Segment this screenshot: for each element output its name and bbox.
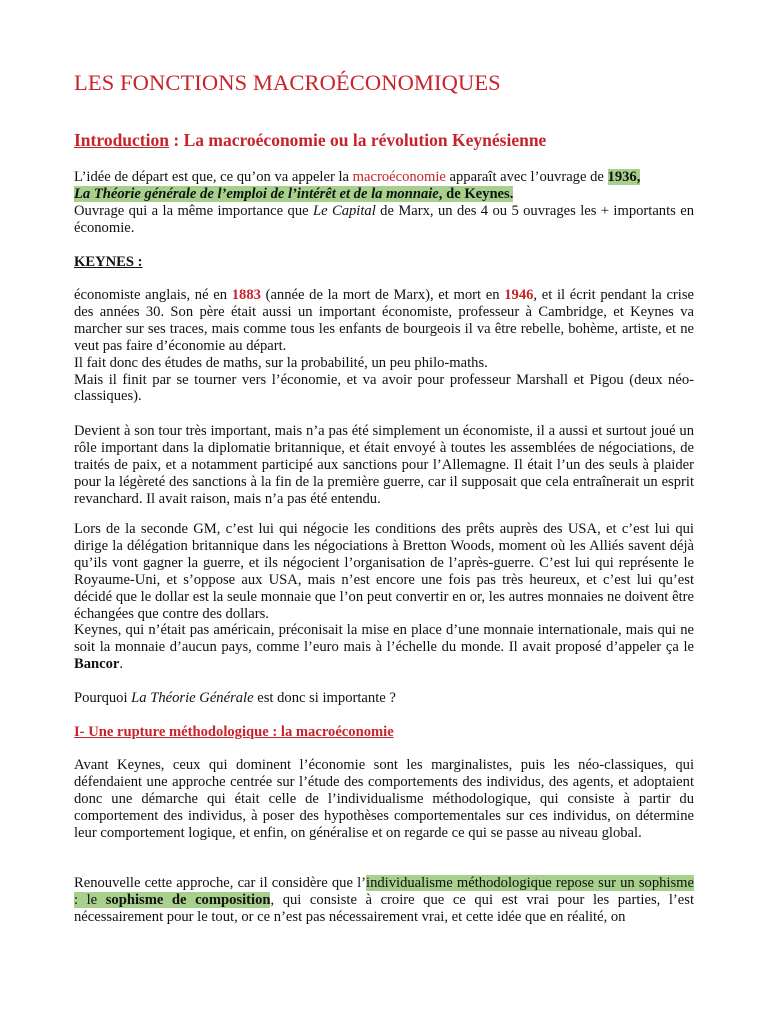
- introduction-text: La macroéconomie ou la révolution Keynésienne: [183, 130, 547, 150]
- text-run: Renouvelle cette approche, car il considère que l’: [74, 875, 367, 891]
- birth-year: 1883: [231, 287, 261, 303]
- keynes-heading: KEYNES :: [74, 254, 143, 270]
- text-run: , qui consiste à croire que ce qui est vrai pour les parties, l’est nécessairement pour le tout, or ce n’est pas nécessairement vrai, et cette idée que en réalité, on: [74, 891, 694, 925]
- text-run: Lors de la seconde GM, c’est lui qui négocie les conditions des prêts auprès des USA, et c’est lui qui dirige la délégation britannique dans les négociations à Bretton Woods, moment où les Alliés savent déjà qu’ils vont gagner la guerre, et ils négocient l’organisation de l’après-guerre. C’est lui qui représente le Royaume-Uni, et s’oppose aux USA, mais n’est encore une fois pas très heureux, et c’est lui qu’est décidé que le dollar est la seule monnaie que l’on peut convertir en or, les autres monnaies ne doivent être échangées que contre des dollars.: [74, 521, 694, 622]
- year-1936: 1936,: [607, 169, 641, 185]
- paragraph-methodology: Avant Keynes, ceux qui dominent l’économie sont les marginalistes, puis les néo-classiques, qui défendaient une approche centrée sur l’étude des comportements des individus, des agents, et adoptaient donc une démarche qui était celle de l’individualisme méthodologique, qui consiste à partir du comportement des individus, à poser des hypothèses comportementales sur ces individus, on détermine leur comportement logique, et enfin, on généralise et on regarde ce qui se passe au niveau global.: [74, 757, 694, 841]
- section-heading-1: I- Une rupture méthodologique : la macroéconomie: [74, 724, 394, 740]
- paragraph-composition: [74, 875, 694, 926]
- introduction-heading: [74, 130, 546, 151]
- book-author: , de Keynes.: [438, 185, 514, 202]
- paragraph-intro: [74, 169, 694, 237]
- document-title: LES FONCTIONS MACROÉCONOMIQUES: [74, 70, 501, 95]
- term-macroeconomie: macroéconomie: [352, 169, 446, 185]
- sophisme-de-composition: sophisme de composition: [105, 891, 271, 908]
- text-run: L’idée de départ est que, ce qu’on va appeler la: [74, 169, 353, 185]
- text-run: Mais il finit par se tourner vers l’économie, et va avoir pour professeur Marshall et Pigou (deux néo-classiques).: [74, 371, 694, 405]
- text-run: .: [119, 656, 124, 673]
- death-year: 1946: [504, 287, 534, 303]
- text-run: Keynes, qui n’était pas américain, préconisait la mise en place d’une monnaie internationale, mais qui ne soit la monnaie d’aucun pays, comme l’euro mais à l’échelle du monde. Il avait proposé d’appeler ça le: [74, 622, 694, 656]
- paragraph-keynes-bio: [74, 287, 694, 405]
- text-run: , et il écrit pendant la crise des années 30. Son père était aussi un important économiste, professeur à Cambridge, et Keynes va marcher sur ses traces, mais comme tous les enfants de bourgeois il va être rebelle, bohème, artiste, et ne veut pas faire d’économie au départ.: [74, 287, 694, 354]
- text-run: est donc si importante ?: [253, 690, 396, 706]
- text-run: Pourquoi: [74, 690, 132, 706]
- paragraph-diplomacy: Devient à son tour très important, mais n’a pas été simplement un économiste, il a aussi et surtout joué un rôle important dans la diplomatie britannique, et était envoyé à toutes les assemblées de négociations, de traités de paix, et a notamment participé aux sanctions pour l’Allemagne. Il était l’un des seuls à plaider pour la légèreté des sanctions à la fin de la première guerre, car il supposait que cela entraînerait un esprit revanchard. Il avait raison, mais n’a pas été entendu.: [74, 423, 694, 507]
- text-run: apparaît avec l’ouvrage de: [445, 169, 608, 185]
- paragraph-bretton-woods: [74, 521, 694, 673]
- introduction-label: Introduction: [74, 130, 169, 150]
- bancor: Bancor: [74, 656, 120, 673]
- introduction-separator: :: [168, 130, 184, 150]
- theorie-generale-title: La Théorie Générale: [131, 690, 254, 706]
- paragraph-question: [74, 690, 694, 707]
- text-run: de Marx, un des 4 ou 5 ouvrages les + importants en économie.: [74, 202, 694, 236]
- text-run: (année de la mort de Marx), et mort en: [260, 287, 505, 303]
- capital-title: Le Capital: [312, 202, 376, 219]
- text-run: Il fait donc des études de maths, sur la probabilité, un peu philo-maths.: [74, 354, 488, 371]
- text-run: économiste anglais, né en: [74, 287, 232, 303]
- text-run: Ouvrage qui a la même importance que: [74, 202, 313, 219]
- highlight-individualisme: individualisme méthodologique repose sur un sophisme : le: [74, 875, 695, 908]
- book-title: La Théorie générale de l’emploi de l’intérêt et de la monnaie: [74, 185, 439, 202]
